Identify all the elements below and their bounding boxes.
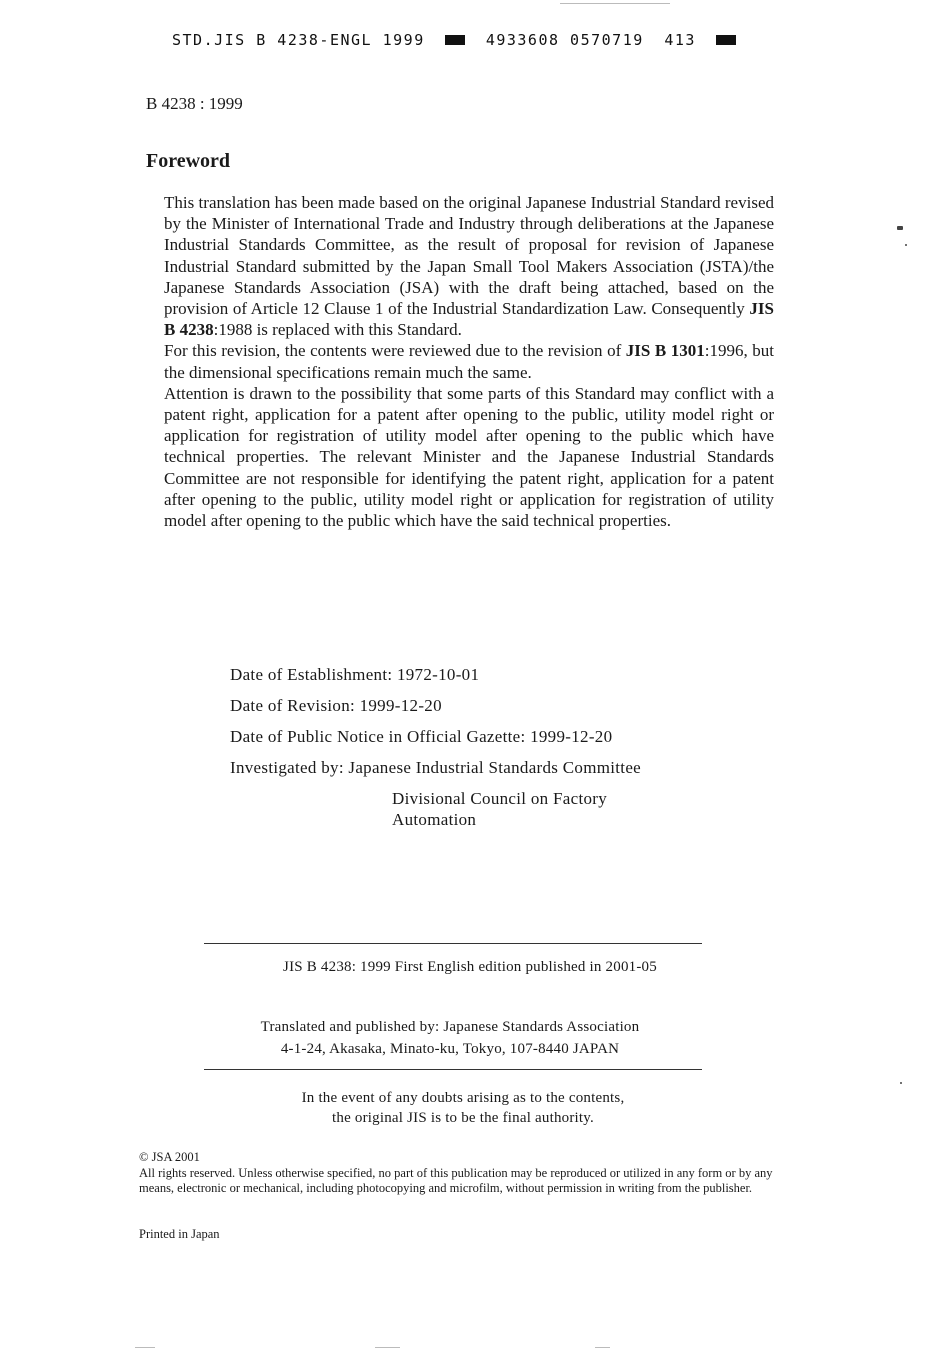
barcode-suffix: 413 xyxy=(664,30,696,49)
black-block-mark-end xyxy=(716,35,736,45)
edition-line: JIS B 4238: 1999 First English edition published in 2001-05 xyxy=(283,959,657,975)
divider-top xyxy=(204,943,702,944)
rights-notice: All rights reserved. Unless otherwise specified, no part of this publication may be reproduced or utilized in any form or by any means, electronic or mechanical, including photocopying and microfilm, without permission in writing from the publisher. xyxy=(139,1165,773,1195)
paragraph-3: Attention is drawn to the possibility that some parts of this Standard may conflict with a patent right, application for a patent after opening to the public, utility model right or application for registration of utility model after opening to the public which have technical properties. The relevant Minister and the Japanese Industrial Standards Committee are not responsible for identifying the patent right, application for a patent after opening to the public, utility model right or application for registration of utility model after opening to the public which have the said technical properties. xyxy=(164,383,774,531)
divider-bottom xyxy=(204,1069,702,1070)
scan-trim-bottom-2 xyxy=(375,1347,400,1348)
council-line-1: Divisional Council on Factory xyxy=(392,789,608,808)
publisher-address: 4-1-24, Akasaka, Minato-ku, Tokyo, 107-8440 JAPAN xyxy=(280,1041,620,1057)
standard-code: STD.JIS B 4238-ENGL 1999 xyxy=(172,30,425,49)
printed-in: Printed in Japan xyxy=(139,1227,220,1241)
paragraph-2: For this revision, the contents were reviewed due to the revision of JIS B 1301:1996, but the dimensional specifications remain much the same. xyxy=(164,341,774,382)
black-block-mark xyxy=(445,35,465,45)
scan-trim-bottom-3 xyxy=(595,1347,610,1348)
copyright-owner: © JSA 2001 xyxy=(139,1150,200,1164)
scan-speck xyxy=(905,244,907,246)
foreword-body xyxy=(164,192,774,531)
authority-note-1: In the event of any doubts arising as to the contents, xyxy=(301,1090,625,1106)
scan-trim-top xyxy=(560,3,670,4)
dates-block xyxy=(230,664,790,830)
scan-speck xyxy=(897,226,903,230)
scan-header xyxy=(172,30,762,54)
scan-speck xyxy=(900,1082,902,1084)
standard-reference: JIS B 4238 xyxy=(164,299,774,340)
date-public-notice: Date of Public Notice in Official Gazette: 1999-12-20 xyxy=(230,727,613,746)
date-establishment: Date of Establishment: 1972-10-01 xyxy=(230,665,480,684)
council-line-2: Automation xyxy=(392,810,477,829)
copyright-block xyxy=(139,1150,779,1197)
scan-trim-bottom-1 xyxy=(135,1347,155,1348)
standard-reference: JIS B 1301 xyxy=(625,341,705,361)
translated-by: Translated and published by: Japanese Standards Association xyxy=(260,1019,640,1035)
barcode-number: 4933608 0570719 xyxy=(485,30,644,49)
date-revision: Date of Revision: 1999-12-20 xyxy=(230,696,442,715)
investigated-by: Investigated by: Japanese Industrial Standards Committee xyxy=(230,758,642,777)
authority-note-2: the original JIS is to be the final authority. xyxy=(332,1110,594,1126)
document-number: B 4238 : 1999 xyxy=(146,94,243,113)
section-heading: Foreword xyxy=(146,150,231,172)
paragraph-1: This translation has been made based on the original Japanese Industrial Standard revised by the Minister of International Trade and Industry through deliberations at the Japanese Industrial Standards Committee, as the result of proposal for revision of Japanese Industrial Standard submitted by the Japan Small Tool Makers Association (JSTA)/the Japanese Standards Association (JSA) with the draft being attached, based on the provision of Article 12 Clause 1 of the Industrial Standardization Law. Consequently JIS B 4238:1988 is replaced with this Standard. xyxy=(164,193,774,340)
